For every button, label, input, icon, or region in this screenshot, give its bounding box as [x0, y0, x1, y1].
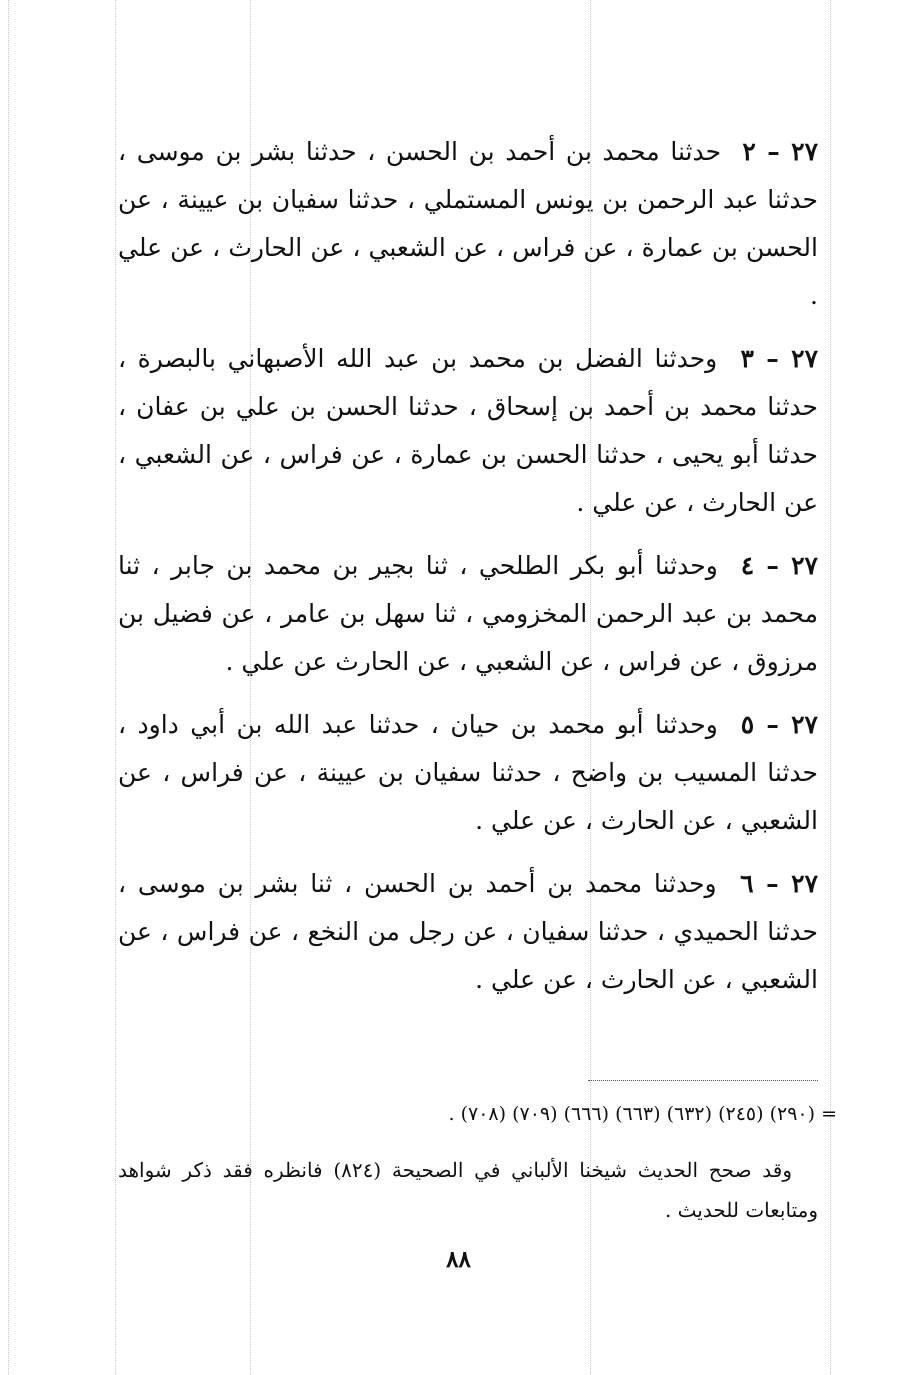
footnote-references: = (٢٩٠) (٢٤٥) (٦٣٢) (٦٦٣) (٦٦٦) (٧٠٩) (٧٠٨) . [448, 1103, 837, 1125]
main-text [118, 128, 818, 1019]
hadith-text: حدثنا محمد بن أحمد بن الحسن ، حدثنا بشر بن موسى ، حدثنا عبد الرحمن بن يونس المستملي ، حدثنا سفيان بن عيينة ، عن الحسن بن عمارة ، عن فراس ، عن الشعبي ، عن الحارث ، عن علي . [118, 137, 818, 310]
hadith-number: ٢٧ – ٦ [740, 869, 818, 898]
footnote-note [118, 1150, 818, 1230]
hadith-paragraph-3 [118, 335, 818, 527]
footnote-note-text: وقد صحح الحديث شيخنا الألباني في الصحيحة (٨٢٤) فانظره فقد ذكر شواهد ومتابعات للحديث . [118, 1158, 818, 1222]
footnote-separator [588, 1080, 818, 1081]
hadith-text: وحدثنا الفضل بن محمد بن عبد الله الأصبهاني بالبصرة ، حدثنا محمد بن أحمد بن إسحاق ، حدثنا الحسن بن علي بن عفان ، حدثنا أبو يحيى ، حدثنا الحسن بن عمارة ، عن فراس ، عن الشعبي ، عن الحارث ، عن علي . [118, 344, 818, 517]
hadith-number: ٢٧ – ٣ [740, 344, 818, 373]
hadith-number: ٢٧ – ٤ [740, 551, 818, 580]
hadith-paragraph-4 [118, 542, 818, 686]
hadith-paragraph-5 [118, 701, 818, 845]
hadith-text: وحدثنا أبو بكر الطلحي ، ثنا بجير بن محمد بن جابر ، ثنا محمد بن عبد الرحمن المخزومي ، ثنا سهل بن عامر ، عن فضيل بن مرزوق ، عن فراس ، عن الشعبي ، عن الحارث عن علي . [118, 551, 818, 676]
hadith-text: وحدثنا محمد بن أحمد بن الحسن ، ثنا بشر بن موسى ، حدثنا الحميدي ، حدثنا سفيان ، عن رجل من النخع ، عن فراس ، عن الشعبي ، عن الحارث ، عن علي . [118, 869, 818, 994]
page-number: ٨٨ [446, 1246, 471, 1273]
hadith-number: ٢٧ – ٢ [742, 137, 818, 166]
hadith-number: ٢٧ – ٥ [740, 710, 818, 739]
hadith-paragraph-2 [118, 128, 818, 320]
hadith-paragraph-6 [118, 860, 818, 1004]
hadith-text: وحدثنا أبو محمد بن حيان ، حدثنا عبد الله بن أبي داود ، حدثنا المسيب بن واضح ، حدثنا سفيان بن عيينة ، عن فراس ، عن الشعبي ، عن الحارث ، عن علي . [118, 710, 818, 835]
